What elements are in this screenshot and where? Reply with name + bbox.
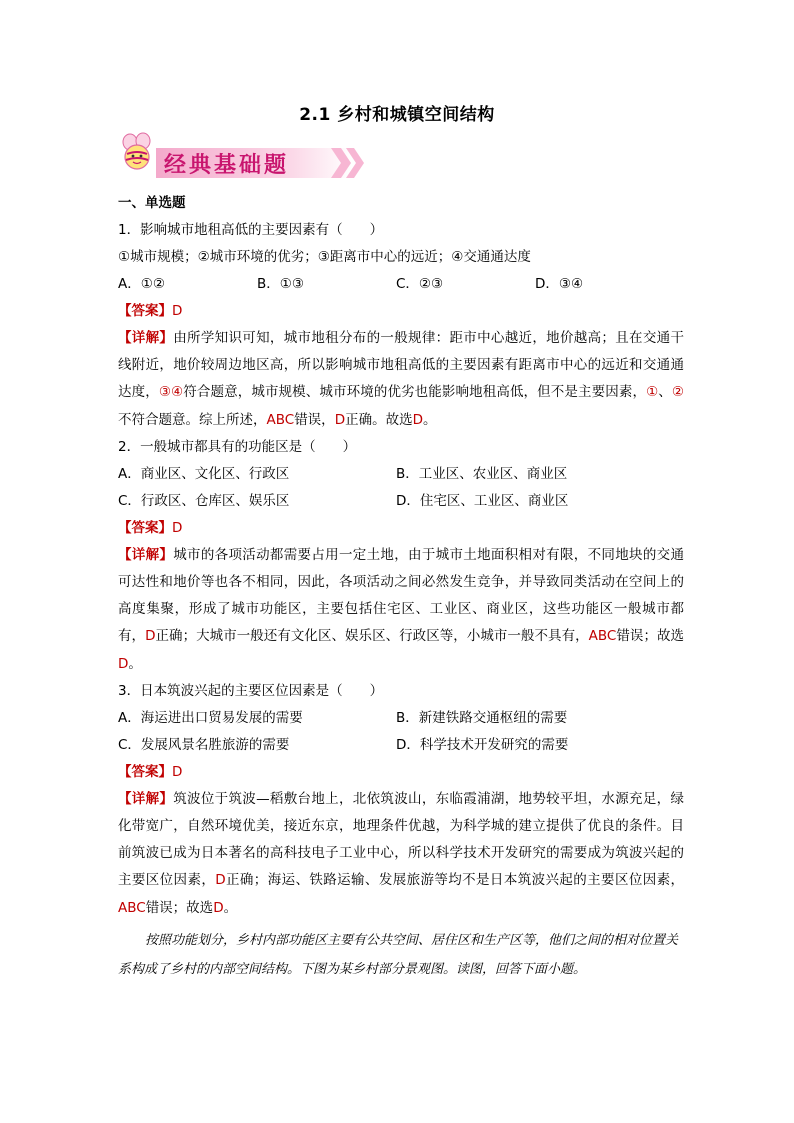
explain-highlight: D [118,655,129,672]
page-title: 2.1 乡村和城镇空间结构 [299,105,495,125]
explain-text: 错误；故选 [616,628,685,645]
answer-label: 【答案】 [118,519,172,536]
q3-options-row2 [118,732,684,759]
q2-option-a: A．商业区、文化区、行政区 [118,465,290,482]
q2-option-c: C．行政区、仓库区、娱乐区 [118,492,290,509]
question-content [118,190,684,984]
answer-value: D [172,763,183,780]
explain-highlight: ② [671,384,685,401]
q1-option-d: D．③④ [535,276,584,292]
q3-explanation [118,786,684,922]
explain-text: 错误；故选 [145,899,214,916]
explain-text: 不符合题意。综上所述， [118,411,267,428]
q2-answer [118,515,684,542]
explain-highlight: D [145,628,156,645]
explain-text: 。 [128,655,142,672]
explain-label: 【详解】 [118,330,174,346]
explain-highlight: D [334,411,346,428]
explain-text: 筑波位于筑波—稻敷台地上，北依筑波山，东临霞浦湖，地势较平坦，水源充足，绿化带宽广，自然环境优美，接近东京，地理条件优越，为科学城的建立提供了优良的条件。目前筑波已成为日本著名的高科技电子工业中心，所以科学技术开发研究的需要成为筑波兴起的主要区位因素， [118,790,684,889]
explain-highlight: ABC [118,899,146,916]
explain-highlight: D [213,899,224,916]
q1-option-a: A．①② [118,276,165,292]
explain-highlight: D [215,872,226,889]
explain-text: 错误， [294,411,335,428]
q3-answer [118,759,684,786]
q3-option-c: C．发展风景名胜旅游的需要 [118,736,290,753]
q3-option-b: B．新建铁路交通枢纽的需要 [396,709,568,726]
explain-text: 由所学知识可知，城市地租分布的一般规律：距市中心越近，地价越高；且在交通干线附近，地价较周边地区高，所以影响城市地租高低的主要因素有距离市中心的远近和交通通达度， [118,330,684,401]
q1-stem: 1．影响城市地租高低的主要因素有（ ） [118,222,384,238]
explain-text: 。 [223,899,238,916]
q2-option-d: D．住宅区、工业区、商业区 [396,492,569,509]
q1-option-c: C．②③ [396,276,444,292]
q3-stem: 3．日本筑波兴起的主要区位因素是（ ） [118,682,384,699]
q2-options-row2 [118,488,684,515]
q1-option-b: B．①③ [257,276,304,292]
explain-text: 。 [423,411,437,428]
answer-label: 【答案】 [118,763,172,780]
q1-explanation [118,325,684,434]
explain-highlight: ③④ [158,384,184,401]
q3-option-a: A．海运进出口贸易发展的需要 [118,709,303,726]
q2-option-b: B．工业区、农业区、商业区 [396,465,568,482]
explain-label: 【详解】 [118,546,174,563]
q2-stem: 2．一般城市都具有的功能区是（ ） [118,438,357,455]
q2-options-row1 [118,461,684,488]
section-heading: 一、单选题 [118,195,186,211]
q1-items: ①城市规模；②城市环境的优劣；③距离市中心的远近；④交通通达度 [118,249,531,265]
answer-value: D [172,519,183,536]
q2-explanation [118,542,684,678]
q1-answer [118,298,684,325]
explain-text: 、 [658,384,672,401]
explain-highlight: ① [646,384,659,401]
explain-text: 正确；大城市一般还有文化区、娱乐区、行政区等，小城市一般不具有， [155,628,589,645]
explain-highlight: D [412,411,423,428]
explain-text: 正确。故选 [345,411,413,428]
banner-label: 经典基础题 [164,153,290,178]
explain-label: 【详解】 [118,790,174,807]
explain-highlight: ABC [266,411,295,428]
explain-text: 正确；海运、铁路运输、发展旅游等均不是日本筑波兴起的主要区位因素， [225,872,685,889]
explain-highlight: ABC [588,628,617,645]
explain-text: 城市的各项活动都需要占用一定土地，由于城市土地面积相对有限，不同地块的交通可达性和地价等也各不相同，因此，各项活动之间必然发生竞争，并导致同类活动在空间上的高度集聚，形成了城市功能区，主要包括住宅区、工业区、商业区，这些功能区一般城市都有， [118,546,684,645]
reading-material: 按照功能划分，乡村内部功能区主要有公共空间、居住区和生产区等，他们之间的相对位置关系构成了乡村的内部空间结构。下图为某乡村部分景观图。读图，回答下面小题。 [118,932,679,977]
q3-options-row1 [118,705,684,732]
answer-label: 【答案】 [118,303,172,319]
q1-options [118,271,684,298]
answer-value: D [172,303,183,319]
explain-text: 符合题意，城市规模、城市环境的优劣也能影响地租高低，但不是主要因素， [183,384,647,401]
bee-icon [116,132,160,176]
q3-option-d: D．科学技术开发研究的需要 [396,736,569,753]
